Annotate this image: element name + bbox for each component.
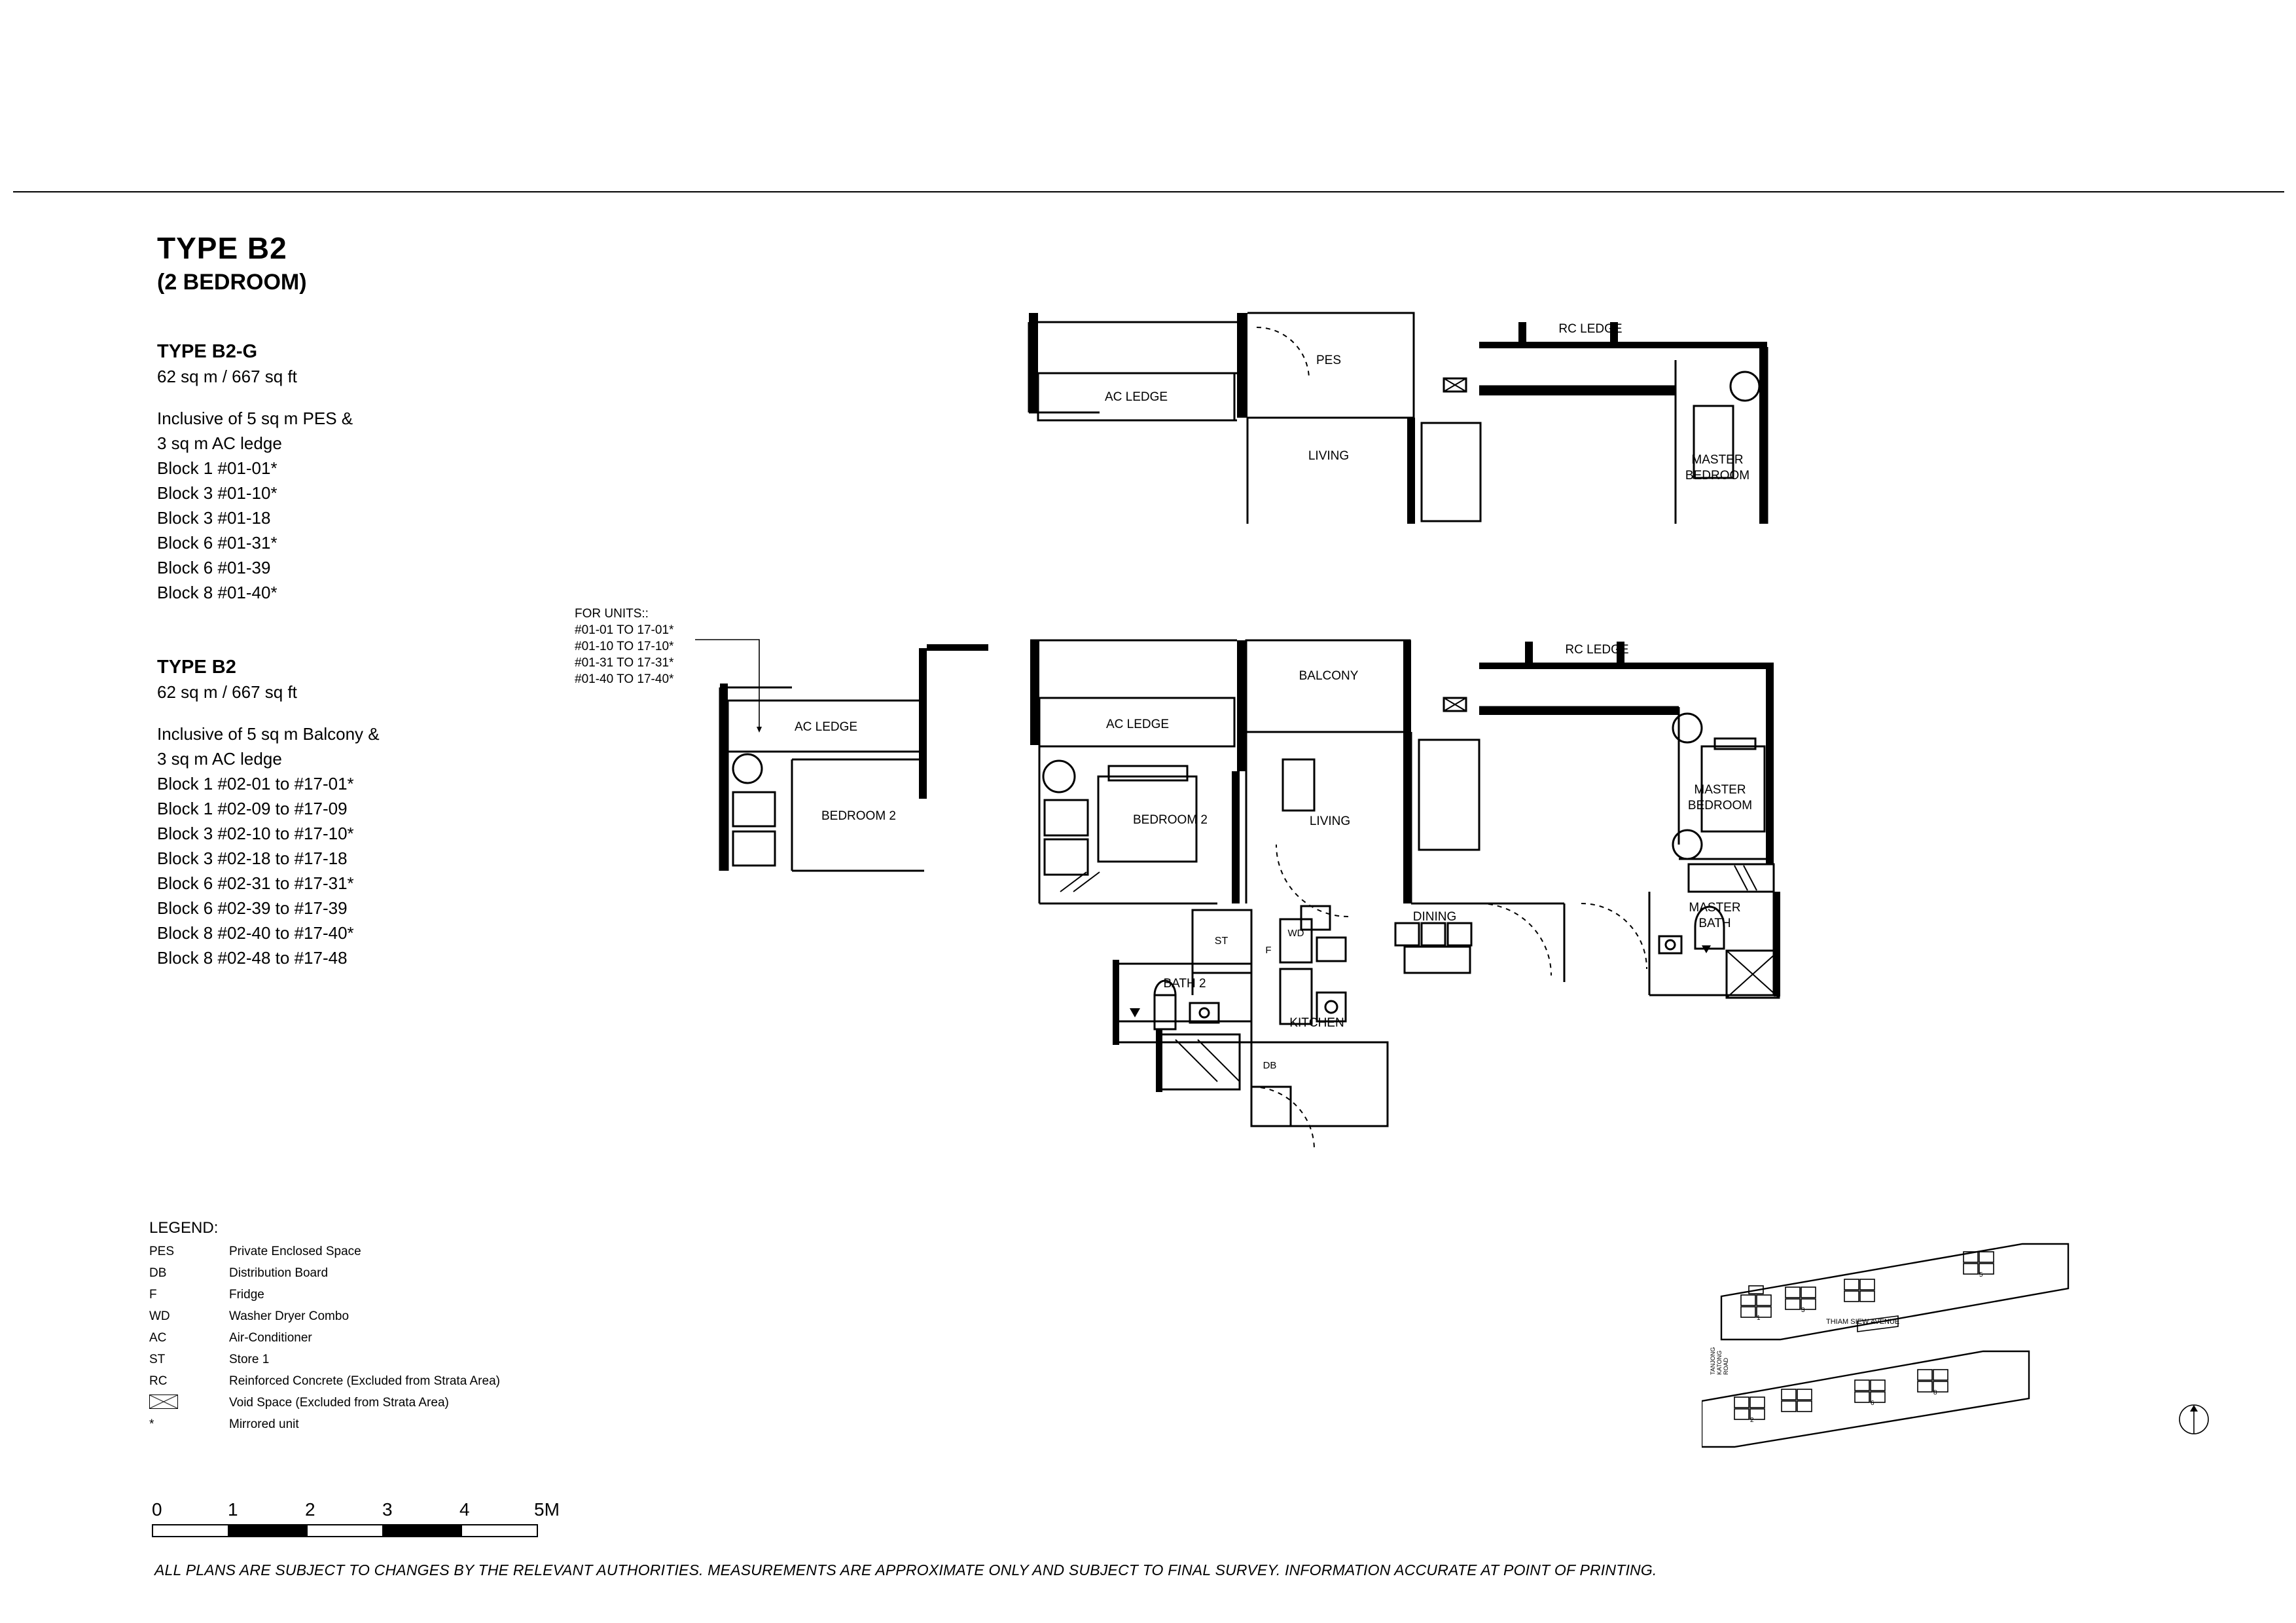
scale-tick: 1 — [228, 1499, 238, 1520]
keyplan-block-number: 8 — [1933, 1389, 1937, 1396]
variant-b2-unit: Block 3 #02-18 to #17-18 — [157, 848, 348, 868]
for-units-title: FOR UNITS:: — [575, 607, 649, 621]
legend-value: Void Space (Excluded from Strata Area) — [229, 1396, 449, 1410]
room-label-master: MASTER — [1691, 453, 1744, 467]
variant-b2-unit: Block 1 #02-01 to #17-01* — [157, 774, 354, 793]
keyplan-road-label-2: KATONG — [1716, 1350, 1723, 1375]
footer-disclaimer: ALL PLANS ARE SUBJECT TO CHANGES BY THE RELEVANT AUTHORITIES. MEASUREMENTS ARE APPROXIMATE ONLY AND SUBJECT TO FINAL SURVEY. INFORMATION ACCURATE AT POINT OF PRINTING. — [154, 1561, 1657, 1578]
keyplan-street-label: THIAM SIEW AVENUE — [1826, 1318, 1900, 1326]
page-title: TYPE B2 — [157, 231, 287, 265]
legend-key: ST — [149, 1353, 166, 1366]
room-label-master: MASTER — [1694, 783, 1746, 797]
legend-item — [149, 1392, 500, 1413]
legend-value: Fridge — [229, 1288, 264, 1302]
variant-b2g-unit: Block 6 #01-39 — [157, 558, 271, 577]
page-subtitle: (2 BEDROOM) — [157, 270, 307, 295]
room-label-rc-ledge: RC LEDGE — [1558, 322, 1623, 336]
for-units-line: #01-40 TO 17-40* — [575, 672, 674, 686]
variant-b2g-inclusive-2: 3 sq m AC ledge — [157, 433, 282, 453]
plan-b2g-partial — [1021, 308, 1780, 570]
variant-b2g-inclusive-1: Inclusive of 5 sq m PES & — [157, 409, 353, 428]
legend-value: Air-Conditioner — [229, 1331, 312, 1345]
legend-key — [149, 1395, 229, 1412]
room-label-rc-ledge: RC LEDGE — [1565, 643, 1629, 657]
keyplan-block-number: 6 — [1871, 1400, 1874, 1407]
void-space-icon — [149, 1395, 178, 1409]
legend-list — [149, 1241, 500, 1435]
legend-value: Distribution Board — [229, 1266, 329, 1280]
plan-b2-main — [1021, 629, 1793, 1395]
variant-b2-heading: TYPE B2 — [157, 657, 236, 678]
key-plan — [1702, 1211, 2238, 1486]
keyplan-block-number: 1 — [1757, 1315, 1761, 1322]
variant-b2-block — [157, 655, 380, 970]
variant-b2g-unit: Block 3 #01-10* — [157, 483, 278, 503]
variant-b2g-heading: TYPE B2-G — [157, 341, 258, 362]
variant-b2g-area: 62 sq m / 667 sq ft — [157, 367, 297, 386]
variant-b2-unit: Block 1 #02-09 to #17-09 — [157, 799, 348, 818]
scale-tick: 4 — [459, 1499, 470, 1520]
legend-key: PES — [149, 1245, 175, 1258]
legend-item — [149, 1262, 500, 1284]
variant-b2-unit: Block 6 #02-39 to #17-39 — [157, 898, 348, 918]
legend-item — [149, 1305, 500, 1327]
room-label-master-bath-2: BATH — [1698, 917, 1731, 930]
variant-b2-inclusive-2: 3 sq m AC ledge — [157, 749, 282, 769]
legend-item — [149, 1327, 500, 1349]
top-divider — [13, 191, 2284, 192]
variant-b2g-unit: Block 1 #01-01* — [157, 458, 278, 478]
keyplan-road-label-1: TANJONG — [1710, 1347, 1716, 1375]
room-label-kitchen: KITCHEN — [1289, 1016, 1344, 1030]
legend-value: Washer Dryer Combo — [229, 1309, 350, 1323]
keyplan-road-label-3: ROAD — [1723, 1357, 1729, 1375]
variant-b2g-block — [157, 339, 353, 605]
legend-value: Store 1 — [229, 1353, 270, 1366]
room-label-bedroom: BEDROOM — [1687, 799, 1753, 812]
variant-b2-area: 62 sq m / 667 sq ft — [157, 682, 297, 702]
room-label-bedroom: BEDROOM — [1685, 469, 1750, 483]
scale-bar — [152, 1499, 571, 1537]
legend-title: LEGEND: — [149, 1219, 219, 1237]
for-units-line: #01-10 TO 17-10* — [575, 640, 674, 653]
scale-segments — [152, 1524, 545, 1537]
keyplan-block-number: 5 — [1979, 1271, 1983, 1279]
room-label-living: LIVING — [1309, 814, 1351, 828]
keyplan-block-number: 2 — [1750, 1417, 1754, 1424]
legend-value: Reinforced Concrete (Excluded from Strata Area) — [229, 1374, 500, 1388]
legend-key: RC — [149, 1374, 168, 1388]
for-units-line: #01-31 TO 17-31* — [575, 656, 674, 670]
room-label-ac-ledge: AC LEDGE — [794, 720, 858, 734]
room-label-fridge: F — [1265, 945, 1272, 956]
legend-key: AC — [149, 1331, 167, 1345]
variant-b2-unit: Block 6 #02-31 to #17-31* — [157, 873, 354, 893]
variant-b2-unit: Block 3 #02-10 to #17-10* — [157, 824, 354, 843]
room-label-bedroom-2: BEDROOM 2 — [821, 809, 897, 823]
scale-tick: 0 — [152, 1499, 162, 1520]
room-label-ac-ledge: AC LEDGE — [1104, 390, 1168, 404]
room-label-db: DB — [1263, 1060, 1277, 1071]
room-label-wd: WD — [1287, 928, 1304, 939]
room-label-dining: DINING — [1412, 910, 1457, 924]
room-label-bath-2: BATH 2 — [1163, 977, 1206, 991]
room-label-store: ST — [1214, 936, 1229, 947]
room-label-master-bath: MASTER — [1689, 901, 1741, 915]
legend-key: F — [149, 1288, 157, 1302]
legend-item — [149, 1349, 500, 1370]
for-units-line: #01-01 TO 17-01* — [575, 623, 674, 637]
room-label-pes: PES — [1316, 354, 1342, 367]
legend-key: * — [149, 1417, 154, 1431]
plan-mirror-partial — [713, 629, 988, 956]
scale-tick: 2 — [305, 1499, 315, 1520]
legend-item — [149, 1413, 500, 1435]
variant-b2g-unit: Block 8 #01-40* — [157, 583, 278, 602]
legend-item — [149, 1370, 500, 1392]
variant-b2-inclusive-1: Inclusive of 5 sq m Balcony & — [157, 724, 380, 744]
scale-ticks — [152, 1499, 571, 1522]
legend-value: Mirrored unit — [229, 1417, 299, 1431]
room-label-ac-ledge: AC LEDGE — [1105, 718, 1170, 731]
room-label-living: LIVING — [1308, 449, 1350, 463]
legend-key: WD — [149, 1309, 170, 1323]
room-label-bedroom-2: BEDROOM 2 — [1132, 813, 1208, 827]
variant-b2g-unit: Block 3 #01-18 — [157, 508, 271, 528]
legend-value: Private Enclosed Space — [229, 1245, 361, 1258]
scale-tick: 5M — [534, 1499, 560, 1520]
variant-b2-unit: Block 8 #02-40 to #17-40* — [157, 923, 354, 943]
legend-key: DB — [149, 1266, 167, 1280]
keyplan-block-number: 3 — [1801, 1307, 1805, 1314]
variant-b2-unit: Block 8 #02-48 to #17-48 — [157, 948, 348, 968]
for-units-note — [575, 606, 673, 687]
variant-b2g-unit: Block 6 #01-31* — [157, 533, 278, 553]
scale-tick: 3 — [382, 1499, 393, 1520]
room-label-balcony: BALCONY — [1299, 669, 1359, 683]
legend-item — [149, 1284, 500, 1305]
legend-item — [149, 1241, 500, 1262]
